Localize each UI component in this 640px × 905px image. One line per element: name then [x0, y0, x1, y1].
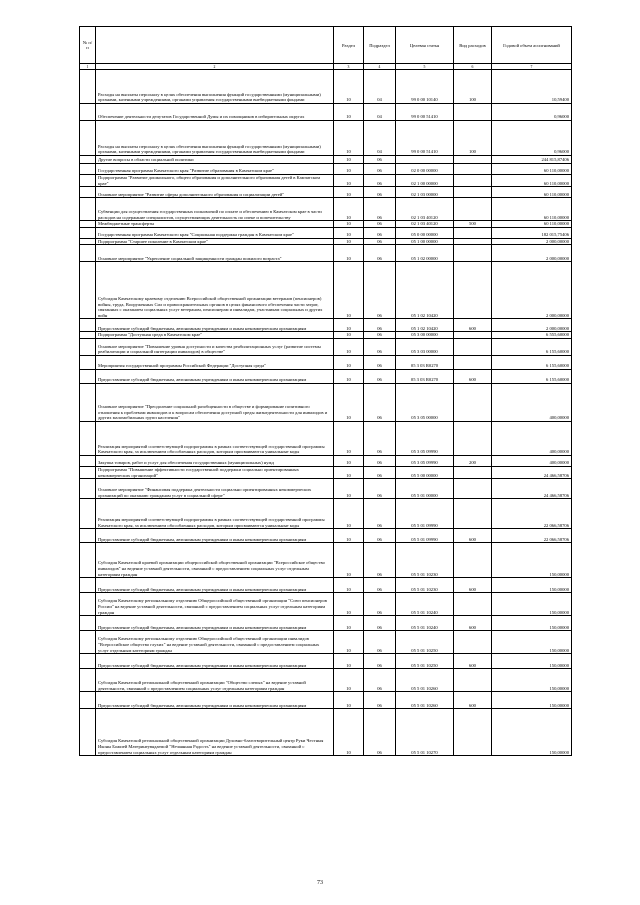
row-target-item-cell: 05 5 01 10240: [396, 593, 454, 616]
row-target-item-cell: 02 1 03 40120: [396, 198, 454, 221]
row-subsection-cell: 06: [364, 175, 396, 187]
row-amount-cell: 0,96000: [492, 121, 572, 156]
row-amount-cell: 182 015,75406: [492, 227, 572, 238]
row-number-cell: [80, 319, 96, 332]
row-expense-type-cell: [454, 227, 492, 238]
row-amount-cell: 150,00000: [492, 669, 572, 692]
row-amount-cell: 150,00000: [492, 578, 572, 593]
table-row: [80, 593, 572, 616]
table-row: [80, 709, 572, 756]
row-expense-type-cell: 600: [454, 529, 492, 543]
row-subsection-cell: 06: [364, 227, 396, 238]
table-row: [80, 455, 572, 466]
row-name-cell: Субсидия Камчатскому краевому отделению Всероссийской общественной организации ветеранов (пенсионеров) войны, труда, Вооруженных Сил и правоохранительных органов в целях финансового обеспечения части затрат, связанных с оказанием социальных услуг ветеранам, пенсионерам и инвалидам, участникам социальных и других войн: [96, 262, 334, 319]
column-number: 6: [454, 64, 492, 70]
row-number-cell: [80, 455, 96, 466]
row-amount-cell: 6 155,60000: [492, 355, 572, 369]
row-number-cell: [80, 383, 96, 421]
row-subsection-cell: 06: [364, 198, 396, 221]
page-number: 73: [317, 880, 323, 886]
table-row: [80, 245, 572, 262]
row-target-item-cell: 05 3 00 00000: [396, 332, 454, 339]
column-number: 1: [80, 64, 96, 70]
row-section-cell: 10: [334, 631, 364, 654]
row-amount-cell: 22 066,58706: [492, 529, 572, 543]
table-row: [80, 156, 572, 164]
row-section-cell: 10: [334, 543, 364, 578]
row-amount-cell: 150,00000: [492, 543, 572, 578]
row-name-cell: Субвенции для осуществления государственных полномочий по оплате и обеспечению в Камчатском крае в части расходов на содержание специалистов, осуществляющих деятельность по опеке и попечительству: [96, 198, 334, 221]
row-expense-type-cell: [454, 156, 492, 164]
row-amount-cell: 150,00000: [492, 654, 572, 669]
row-target-item-cell: 05 1 00 00000: [396, 238, 454, 245]
row-target-item-cell: 05 3 03 00000: [396, 338, 454, 355]
table-row: [80, 332, 572, 339]
row-name-cell: Субсидия Камчатской краевой организации общероссийской общественной организации "Всероссийское общество инвалидов" на ведение уставной деятельности, связанной с предоставлением социальных услуг отдельным категориям граждан: [96, 543, 334, 578]
row-target-item-cell: 99 0 00 51410: [396, 121, 454, 156]
row-amount-cell: 2 000,00000: [492, 319, 572, 332]
row-target-item-cell: 05 5 01 10240: [396, 616, 454, 631]
row-section-cell: 10: [334, 479, 364, 499]
row-amount-cell: 400,00000: [492, 383, 572, 421]
row-name-cell: Субсидия Камчатской региональной общественной организации "Общество слепых" на ведение уставной деятельности, связанной с предоставлением социальных услуг отдельным категориям граждан: [96, 669, 334, 692]
row-number-cell: [80, 669, 96, 692]
row-number-cell: [80, 245, 96, 262]
row-number-cell: [80, 709, 96, 756]
row-number-cell: [80, 221, 96, 228]
row-section-cell: 10: [334, 455, 364, 466]
row-subsection-cell: 04: [364, 104, 396, 121]
table-row: [80, 355, 572, 369]
row-subsection-cell: 06: [364, 221, 396, 228]
row-section-cell: 10: [334, 70, 364, 104]
row-number-cell: [80, 198, 96, 221]
row-subsection-cell: 06: [364, 616, 396, 631]
row-amount-cell: 150,00000: [492, 631, 572, 654]
table-row: [80, 578, 572, 593]
row-number-cell: [80, 466, 96, 478]
row-number-cell: [80, 631, 96, 654]
table-row: [80, 164, 572, 175]
row-expense-type-cell: [454, 104, 492, 121]
column-number: 4: [364, 64, 396, 70]
row-name-cell: Основное мероприятие "Укрепление социальной защищенности граждан пожилого возраста": [96, 245, 334, 262]
row-target-item-cell: 05 5 01 09990: [396, 499, 454, 529]
row-amount-cell: 60 110,00000: [492, 175, 572, 187]
row-number-cell: [80, 529, 96, 543]
row-expense-type-cell: [454, 187, 492, 198]
row-expense-type-cell: [454, 631, 492, 654]
row-subsection-cell: 06: [364, 369, 396, 383]
row-amount-cell: 60 110,00000: [492, 221, 572, 228]
table-row: [80, 421, 572, 455]
table-row: [80, 198, 572, 221]
row-section-cell: 10: [334, 669, 364, 692]
row-name-cell: Субсидия Камчатскому региональному отделению Общероссийской общественной организации инвалидов "Всероссийское общество глухих" на ведение уставной деятельности, связанной с предоставлением социальных услуг отдельным категориям граждан: [96, 631, 334, 654]
row-number-cell: [80, 616, 96, 631]
table-row: [80, 543, 572, 578]
row-expense-type-cell: [454, 383, 492, 421]
row-section-cell: 10: [334, 221, 364, 228]
row-amount-cell: 2 000,00000: [492, 262, 572, 319]
row-target-item-cell: 99 0 00 51410: [396, 104, 454, 121]
row-number-cell: [80, 70, 96, 104]
row-number-cell: [80, 121, 96, 156]
row-name-cell: Предоставление субсидий бюджетным, автономным учреждениям и иным некоммерческим организациям: [96, 529, 334, 543]
table-row: [80, 692, 572, 709]
row-amount-cell: 10,59400: [492, 70, 572, 104]
row-target-item-cell: 05 5 01 10260: [396, 692, 454, 709]
row-name-cell: Реализация мероприятий соответствующей подпрограммы в рамках соответствующей государственной программы Камчатского края, за исключением обособленных расходов, которым присваиваются уникальные коды: [96, 421, 334, 455]
header-section: Раздел: [334, 27, 364, 64]
row-subsection-cell: 06: [364, 383, 396, 421]
row-name-cell: Основное мероприятие "Преодоление социальной разобщенности в обществе и формирование позитивного отношения к проблемам инвалидов и к вопросам обеспечения доступной среды жизнедеятельности для инвалидов и других маломобильных групп населения": [96, 383, 334, 421]
row-subsection-cell: 06: [364, 593, 396, 616]
row-expense-type-cell: [454, 355, 492, 369]
row-number-cell: [80, 227, 96, 238]
row-expense-type-cell: 600: [454, 692, 492, 709]
row-number-cell: [80, 175, 96, 187]
row-target-item-cell: 05 5 00 00000: [396, 466, 454, 478]
row-name-cell: Расходы на выплаты персоналу в целях обеспечения выполнения функций государственными (муниципальными) органами, казенными учреждениями, органами управления государственными внебюджетными фондами: [96, 70, 334, 104]
row-target-item-cell: 05 5 01 10230: [396, 543, 454, 578]
row-subsection-cell: 06: [364, 262, 396, 319]
header-name: [96, 27, 334, 64]
header-annual-amount: Годовой объем ассигнований: [492, 27, 572, 64]
table-row: [80, 104, 572, 121]
row-name-cell: Подпрограмма "Повышение эффективности государственной поддержки социально ориентированных некоммерческих организаций": [96, 466, 334, 478]
row-section-cell: 10: [334, 692, 364, 709]
table-row: [80, 338, 572, 355]
row-section-cell: 10: [334, 654, 364, 669]
row-expense-type-cell: [454, 593, 492, 616]
row-section-cell: 10: [334, 709, 364, 756]
row-name-cell: Субсидия Камчатскому региональному отделению Общероссийской общественной организации "Союз пенсионеров России" на ведение уставной деятельности, связанной с предоставлением социальных услуг отдельным категориям граждан: [96, 593, 334, 616]
table-row: [80, 70, 572, 104]
row-target-item-cell: 05 3 05 00000: [396, 383, 454, 421]
row-name-cell: Предоставление субсидий бюджетным, автономным учреждениям и иным некоммерческим организациям: [96, 616, 334, 631]
row-subsection-cell: 06: [364, 455, 396, 466]
row-number-cell: [80, 692, 96, 709]
row-expense-type-cell: 600: [454, 578, 492, 593]
row-amount-cell: 60 110,00000: [492, 198, 572, 221]
table-row: [80, 479, 572, 499]
row-target-item-cell: 02 1 03 40120: [396, 221, 454, 228]
row-expense-type-cell: [454, 421, 492, 455]
row-section-cell: 10: [334, 319, 364, 332]
row-target-item-cell: 02 1 00 00000: [396, 175, 454, 187]
header-subsection: Подраздел: [364, 27, 396, 64]
row-section-cell: 10: [334, 245, 364, 262]
row-subsection-cell: 06: [364, 654, 396, 669]
row-section-cell: 10: [334, 227, 364, 238]
row-subsection-cell: 06: [364, 245, 396, 262]
row-expense-type-cell: [454, 543, 492, 578]
row-section-cell: 10: [334, 466, 364, 478]
row-target-item-cell: 02 1 03 00000: [396, 187, 454, 198]
row-target-item-cell: 02 0 00 00000: [396, 164, 454, 175]
row-number-cell: [80, 262, 96, 319]
row-number-cell: [80, 654, 96, 669]
table-row: [80, 466, 572, 478]
row-name-cell: Закупка товаров, работ и услуг для обеспечения государственных (муниципальных) нужд: [96, 455, 334, 466]
row-amount-cell: 244 815,87406: [492, 156, 572, 164]
row-expense-type-cell: [454, 332, 492, 339]
row-subsection-cell: 06: [364, 156, 396, 164]
row-expense-type-cell: [454, 709, 492, 756]
row-subsection-cell: 06: [364, 355, 396, 369]
row-name-cell: Подпрограмма "Развитие дошкольного, общего образования и дополнительного образования детей в Камчатском крае": [96, 175, 334, 187]
row-section-cell: 10: [334, 355, 364, 369]
row-section-cell: 10: [334, 616, 364, 631]
column-number: 3: [334, 64, 364, 70]
row-expense-type-cell: [454, 466, 492, 478]
header-number: № п/п: [80, 27, 96, 64]
row-section-cell: 10: [334, 499, 364, 529]
header-row: [80, 27, 572, 64]
row-expense-type-cell: [454, 499, 492, 529]
row-number-cell: [80, 479, 96, 499]
column-number: 7: [492, 64, 572, 70]
row-name-cell: Реализация мероприятий соответствующей подпрограммы в рамках соответствующей государственной программы Камчатского края, за исключением обособленных расходов, которым присваиваются уникальные коды: [96, 499, 334, 529]
row-number-cell: [80, 238, 96, 245]
budget-table: [79, 26, 572, 756]
row-target-item-cell: 05 0 00 00000: [396, 227, 454, 238]
table-row: [80, 369, 572, 383]
row-subsection-cell: 06: [364, 479, 396, 499]
row-target-item-cell: 05 5 01 10230: [396, 578, 454, 593]
row-expense-type-cell: 200: [454, 455, 492, 466]
table-row: [80, 262, 572, 319]
row-subsection-cell: 06: [364, 578, 396, 593]
row-subsection-cell: 06: [364, 164, 396, 175]
row-subsection-cell: 06: [364, 499, 396, 529]
row-expense-type-cell: 600: [454, 654, 492, 669]
row-subsection-cell: 06: [364, 692, 396, 709]
row-name-cell: Предоставление субсидий бюджетным, автономным учреждениям и иным некоммерческим организациям: [96, 369, 334, 383]
row-number-cell: [80, 156, 96, 164]
row-target-item-cell: [396, 156, 454, 164]
table-row: [80, 187, 572, 198]
row-expense-type-cell: [454, 338, 492, 355]
row-target-item-cell: 99 0 00 10140: [396, 70, 454, 104]
row-number-cell: [80, 593, 96, 616]
row-target-item-cell: 05 5 01 10260: [396, 669, 454, 692]
row-expense-type-cell: 500: [454, 221, 492, 228]
row-expense-type-cell: [454, 245, 492, 262]
row-subsection-cell: 06: [364, 466, 396, 478]
row-amount-cell: 150,00000: [492, 709, 572, 756]
row-name-cell: Основное мероприятие "Финансовая поддержка деятельности социально ориентированных некоммерческих организаций по оказанию гражданам услуг в социальной сфере": [96, 479, 334, 499]
table-row: [80, 654, 572, 669]
table-row: [80, 616, 572, 631]
table-row: [80, 529, 572, 543]
row-number-cell: [80, 369, 96, 383]
row-number-cell: [80, 104, 96, 121]
row-section-cell: 10: [334, 529, 364, 543]
row-name-cell: Предоставление субсидий бюджетным, автономным учреждениям и иным некоммерческим организациям: [96, 654, 334, 669]
row-number-cell: [80, 332, 96, 339]
row-subsection-cell: 06: [364, 631, 396, 654]
row-amount-cell: 150,00000: [492, 593, 572, 616]
table-row: [80, 499, 572, 529]
row-section-cell: 10: [334, 262, 364, 319]
row-amount-cell: 2 000,00000: [492, 238, 572, 245]
row-expense-type-cell: 100: [454, 121, 492, 156]
row-amount-cell: 400,00000: [492, 455, 572, 466]
table-row: [80, 669, 572, 692]
row-target-item-cell: 05 5 01 10270: [396, 709, 454, 756]
row-amount-cell: 6 155,60000: [492, 338, 572, 355]
row-target-item-cell: 05 3 03 R0270: [396, 369, 454, 383]
row-name-cell: Подпрограмма "Старшее поколение в Камчатском крае": [96, 238, 334, 245]
row-section-cell: 10: [334, 421, 364, 455]
row-section-cell: 10: [334, 578, 364, 593]
row-number-cell: [80, 421, 96, 455]
row-expense-type-cell: 600: [454, 369, 492, 383]
row-target-item-cell: 05 1 02 10420: [396, 319, 454, 332]
row-amount-cell: 6 555,60000: [492, 332, 572, 339]
row-subsection-cell: 06: [364, 338, 396, 355]
row-name-cell: Основное мероприятие "Развитие сферы дополнительного образования и социализации детей": [96, 187, 334, 198]
row-target-item-cell: 05 5 01 00000: [396, 479, 454, 499]
row-name-cell: Предоставление субсидий бюджетным, автономным учреждениям и иным некоммерческим организациям: [96, 692, 334, 709]
row-name-cell: Основное мероприятие "Повышение уровня доступности и качества реабилитационных услуг (развитие системы реабилитации и социальной интеграции инвалидов) в обществе": [96, 338, 334, 355]
row-section-cell: 10: [334, 238, 364, 245]
row-expense-type-cell: 600: [454, 616, 492, 631]
row-amount-cell: 24 466,58706: [492, 479, 572, 499]
row-target-item-cell: 05 1 02 00000: [396, 245, 454, 262]
table-row: [80, 319, 572, 332]
row-amount-cell: 22 066,58706: [492, 499, 572, 529]
header-expense-type: Вид расходов: [454, 27, 492, 64]
row-subsection-cell: 04: [364, 70, 396, 104]
row-name-cell: Межбюджетные трансферты: [96, 221, 334, 228]
row-expense-type-cell: [454, 669, 492, 692]
row-expense-type-cell: 600: [454, 319, 492, 332]
row-subsection-cell: 06: [364, 709, 396, 756]
row-name-cell: Предоставление субсидий бюджетным, автономным учреждениям и иным некоммерческим организациям: [96, 319, 334, 332]
row-name-cell: Мероприятия государственной программы Российской Федерации "Доступная среда": [96, 355, 334, 369]
row-section-cell: 10: [334, 338, 364, 355]
row-target-item-cell: 05 5 01 09990: [396, 529, 454, 543]
row-expense-type-cell: [454, 238, 492, 245]
row-amount-cell: 60 110,00000: [492, 187, 572, 198]
table-row: [80, 121, 572, 156]
row-section-cell: 10: [334, 175, 364, 187]
row-number-cell: [80, 499, 96, 529]
row-section-cell: 10: [334, 383, 364, 421]
row-section-cell: 10: [334, 369, 364, 383]
row-target-item-cell: 05 3 05 09990: [396, 421, 454, 455]
row-subsection-cell: 06: [364, 187, 396, 198]
row-number-cell: [80, 164, 96, 175]
row-target-item-cell: 05 5 01 10250: [396, 631, 454, 654]
row-subsection-cell: 06: [364, 669, 396, 692]
row-amount-cell: 60 110,00000: [492, 164, 572, 175]
row-name-cell: Обеспечение деятельности депутатов Государственной Думы и их помощников в избирательных округах: [96, 104, 334, 121]
row-amount-cell: 24 466,58706: [492, 466, 572, 478]
row-target-item-cell: 05 1 02 10420: [396, 262, 454, 319]
row-expense-type-cell: [454, 198, 492, 221]
table-row: [80, 383, 572, 421]
row-expense-type-cell: [454, 262, 492, 319]
table-row: [80, 227, 572, 238]
row-target-item-cell: 05 3 03 R0270: [396, 355, 454, 369]
row-subsection-cell: 06: [364, 332, 396, 339]
row-amount-cell: 6 155,60000: [492, 369, 572, 383]
row-target-item-cell: 05 5 01 10250: [396, 654, 454, 669]
row-expense-type-cell: [454, 164, 492, 175]
row-name-cell: Расходы на выплаты персоналу в целях обеспечения выполнения функций государственными (муниципальными) органами, казенными учреждениями, органами управления государственными внебюджетными фондами: [96, 121, 334, 156]
table-row: [80, 631, 572, 654]
row-name-cell: Подпрограмма "Доступная среда в Камчатском крае": [96, 332, 334, 339]
row-section-cell: 10: [334, 156, 364, 164]
row-name-cell: Государственная программа Камчатского края "Социальная поддержка граждан в Камчатском крае": [96, 227, 334, 238]
row-number-cell: [80, 543, 96, 578]
row-section-cell: 10: [334, 593, 364, 616]
row-section-cell: 10: [334, 164, 364, 175]
row-amount-cell: 150,00000: [492, 616, 572, 631]
row-number-cell: [80, 578, 96, 593]
row-expense-type-cell: 100: [454, 70, 492, 104]
table-row: [80, 175, 572, 187]
row-subsection-cell: 06: [364, 543, 396, 578]
column-number: 5: [396, 64, 454, 70]
row-subsection-cell: 06: [364, 319, 396, 332]
row-name-cell: Субсидия Камчатской региональной общественной организации Духовно-благотворительный центр Руки Честныя Иконы Божией Материнеувядаемой "Нечаянная Радость" на ведение уставной деятельности, связанной с предоставлением социальных услуг отдельным категориям граждан: [96, 709, 334, 756]
row-name-cell: Другие вопросы в области социальной политики: [96, 156, 334, 164]
row-section-cell: 10: [334, 104, 364, 121]
row-section-cell: 10: [334, 121, 364, 156]
row-amount-cell: 2 000,00000: [492, 245, 572, 262]
row-subsection-cell: 06: [364, 529, 396, 543]
row-name-cell: Предоставление субсидий бюджетным, автономным учреждениям и иным некоммерческим организациям: [96, 578, 334, 593]
row-amount-cell: 0,96000: [492, 104, 572, 121]
row-number-cell: [80, 187, 96, 198]
row-section-cell: 10: [334, 198, 364, 221]
row-target-item-cell: 05 3 05 09990: [396, 455, 454, 466]
row-section-cell: 10: [334, 187, 364, 198]
header-target-item: Целевая статья: [396, 27, 454, 64]
table-row: [80, 238, 572, 245]
row-section-cell: 10: [334, 332, 364, 339]
row-subsection-cell: 06: [364, 421, 396, 455]
row-amount-cell: 150,00000: [492, 692, 572, 709]
row-number-cell: [80, 355, 96, 369]
row-expense-type-cell: [454, 479, 492, 499]
column-number: 2: [96, 64, 334, 70]
row-expense-type-cell: [454, 175, 492, 187]
row-name-cell: Государственная программа Камчатского края "Развитие образования в Камчатском крае": [96, 164, 334, 175]
row-number-cell: [80, 338, 96, 355]
table-row: [80, 221, 572, 228]
row-subsection-cell: 04: [364, 121, 396, 156]
row-subsection-cell: 06: [364, 238, 396, 245]
row-amount-cell: 400,00000: [492, 421, 572, 455]
